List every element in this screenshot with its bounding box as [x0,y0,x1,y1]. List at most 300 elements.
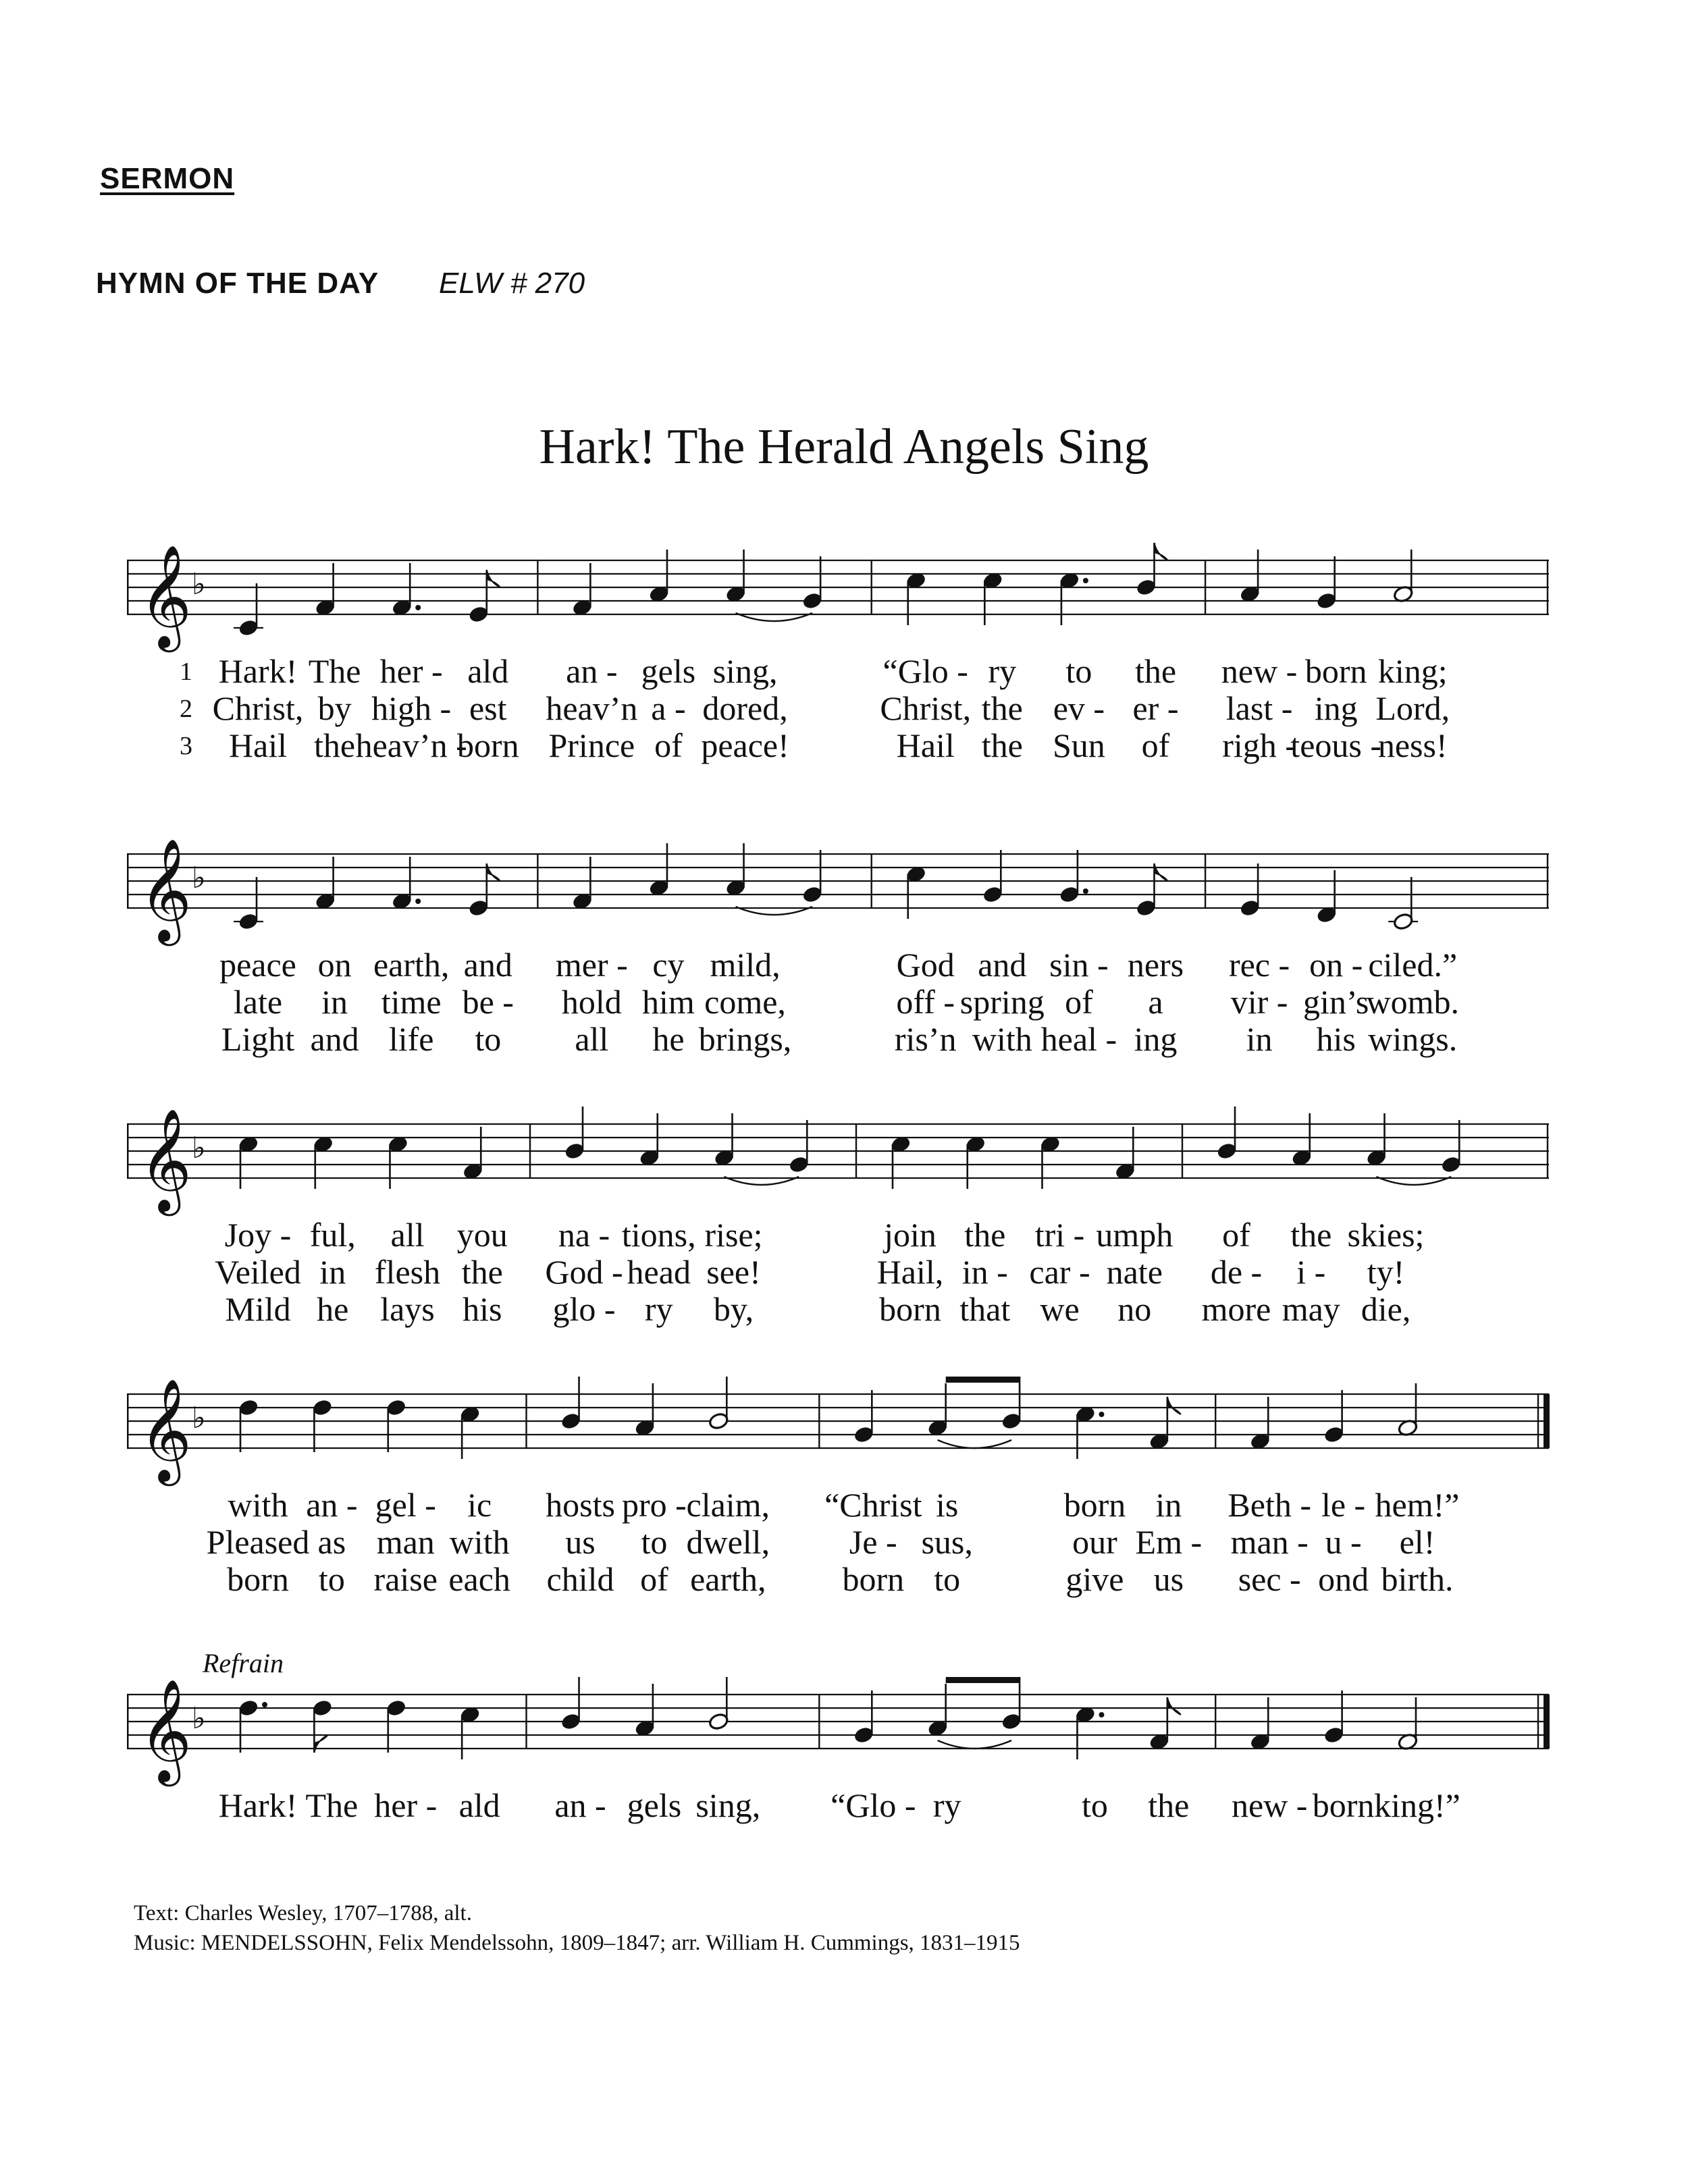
note [1291,1113,1312,1167]
lyric-syllable: vir - [1230,983,1288,1021]
lyric-syllable: each [448,1560,510,1598]
lyric-syllable: born [842,1560,905,1598]
lyric-syllable: ris’n [894,1020,957,1058]
lyric-syllable: umph [1096,1216,1173,1254]
lyric-syllable: ry [932,1786,961,1824]
lyric-syllable: earth, [690,1560,766,1598]
note [238,1135,259,1189]
lyric-syllable: in [321,983,348,1021]
note [1316,870,1337,924]
note [714,1113,735,1167]
lyric-line [127,1786,1553,1823]
lyric-syllable: to [934,1560,961,1598]
lyric-syllable: born [456,726,519,764]
lyric-syllable: lays [380,1290,435,1328]
lyric-syllable: the [981,689,1023,727]
lyric-syllable: Hark! [218,1786,298,1824]
note [1441,1120,1462,1174]
lyric-syllable: head [627,1253,691,1291]
lyric-syllable: join [884,1216,937,1254]
note [1239,863,1260,917]
lyric-line [127,1289,1553,1327]
lyric-syllable: us [1153,1560,1184,1598]
hymn-title: Hark! The Herald Angels Sing [539,419,1149,475]
lyric-syllable: and [463,946,512,984]
lyric-syllable: car - [1029,1253,1090,1291]
treble-clef-icon: 𝄞 [139,544,192,648]
note [392,857,421,911]
staff [127,533,1553,668]
lyric-syllable: Em - [1135,1523,1203,1561]
lyric-line [127,726,1553,764]
lyric-syllable: mer - [555,946,628,984]
verse-number: 3 [180,732,192,760]
hymn-reference: ELW # 270 [439,267,585,300]
note [460,1405,481,1459]
lyric-syllable: ing [1314,689,1358,727]
lyric-syllable: ald [467,652,509,690]
lyric-syllable: tri - [1034,1216,1085,1254]
dot [1099,1412,1104,1417]
lyric-syllable: high - [371,689,452,727]
dot [262,1702,267,1707]
lyric-syllable: brings, [698,1020,792,1058]
note [1075,1405,1105,1459]
lyric-syllable: raise [373,1560,438,1598]
note [234,877,263,931]
lyric-syllable: earth, [373,946,450,984]
lyric-syllable: the [1290,1216,1332,1254]
lyric-syllable: God - [545,1253,623,1291]
lyric-syllable: as [317,1523,346,1561]
note [388,1135,408,1189]
note [1250,1397,1271,1451]
note [1316,556,1337,610]
key-signature-flat-icon: ♭ [192,1131,206,1165]
lyric-syllable: rise; [704,1216,763,1254]
note [1115,1127,1136,1181]
lyric-syllable: spring [959,983,1045,1021]
lyric-syllable: with [449,1523,510,1561]
flag [1167,1697,1181,1715]
lyric-syllable: el! [1399,1523,1435,1561]
note [468,570,500,624]
note [1059,571,1088,625]
music-credit: Music: MENDELSSOHN, Felix Mendelssohn, 1809–1847; arr. William H. Cummings, 1831–1915 [134,1931,1020,1955]
lyric-syllable: heav’n [546,689,638,727]
lyric-syllable: him [642,983,695,1021]
flag [487,570,500,587]
lyric-syllable: see! [706,1253,761,1291]
lyric-syllable: born [1312,1786,1375,1824]
music-system-4 [127,1367,1553,1651]
lyric-syllable: skies; [1347,1216,1425,1254]
lyric-syllable: claim, [686,1486,770,1524]
lyric-syllable: dored, [702,689,788,727]
lyric-syllable: of [1065,983,1093,1021]
note [802,556,823,610]
lyric-syllable: de - [1210,1253,1263,1291]
lyric-syllable: you [456,1216,508,1254]
lyric-syllable: of [640,1560,668,1598]
lyric-syllable: God [896,946,955,984]
slur [938,1740,1011,1749]
note [905,865,926,919]
lyric-syllable: by, [713,1290,754,1328]
note [463,1127,483,1181]
lyric-syllable: Christ, [880,689,972,727]
lyric-syllable: ciled.” [1368,946,1458,984]
lyric-syllable: heal - [1040,1020,1117,1058]
treble-clef-icon: 𝄞 [139,838,192,942]
lyric-syllable: born [879,1290,941,1328]
flag [1167,1397,1181,1414]
treble-clef-icon: 𝄞 [139,1108,192,1212]
lyric-syllable: u - [1325,1523,1362,1561]
lyric-syllable: gels [641,652,696,690]
lyric-syllable: by [317,689,352,727]
lyric-syllable: rec - [1228,946,1290,984]
lyric-syllable: Christ, [212,689,304,727]
note [572,563,593,617]
note [1216,1107,1237,1161]
lyric-syllable: more [1201,1290,1271,1328]
flag [1154,543,1167,560]
note [1393,550,1414,604]
lyric-syllable: heav’n - [355,726,467,764]
final-barline [1544,1394,1550,1448]
flag [314,1735,327,1753]
lyric-syllable: her - [379,652,443,690]
lyric-syllable: ry [988,652,1017,690]
lyric-syllable: Je - [849,1523,897,1561]
note [639,1113,660,1167]
lyric-syllable: wings. [1368,1020,1458,1058]
note [560,1377,581,1431]
note [965,1135,986,1189]
lyric-syllable: all [575,1020,609,1058]
lyric-syllable: le - [1321,1486,1366,1524]
note [1323,1690,1344,1744]
refrain-label: Refrain [203,1648,284,1678]
hymn-credits [134,1898,1020,1958]
lyric-syllable: glo - [552,1290,616,1328]
lyric-syllable: no [1117,1290,1152,1328]
verse-number: 1 [180,658,192,686]
lyric-syllable: tions, [621,1216,696,1254]
music-system-3 [127,1097,1553,1381]
lyric-syllable: ry [644,1290,673,1328]
lyric-syllable: Sun [1052,726,1105,764]
dot [1083,578,1088,583]
lyric-syllable: in [319,1253,346,1291]
sermon-heading: SERMON [100,162,235,195]
lyric-syllable: womb. [1366,983,1459,1021]
staff [127,1097,1553,1232]
lyric-syllable: that [959,1290,1011,1328]
lyric-syllable: righ - [1222,726,1296,764]
dot [415,605,421,610]
lyric-syllable: na - [558,1216,610,1254]
lyric-syllable: an - [554,1786,606,1824]
lyric-syllable: late [233,983,283,1021]
lyric-syllable: nate [1106,1253,1163,1291]
note [312,1398,333,1452]
lyric-syllable: born [1304,652,1367,690]
lyric-syllable: Hail [228,726,288,764]
lyric-line [127,1215,1553,1253]
lyric-syllable: is [936,1486,959,1524]
note [648,843,669,897]
note [564,1107,585,1161]
lyric-syllable: ners [1127,946,1184,984]
note [315,857,336,911]
note [648,550,669,604]
lyric-syllable: ing [1134,1020,1178,1058]
note [905,571,926,625]
lyric-syllable: her - [374,1786,438,1824]
final-barline [1544,1695,1550,1749]
note [982,850,1003,904]
lyric-syllable: gels [627,1786,682,1824]
note [927,1684,948,1738]
note [634,1684,655,1738]
note [1250,1697,1271,1751]
lyric-syllable: est [469,689,507,727]
note [1001,1377,1022,1431]
lyric-syllable: his [463,1290,502,1328]
lyric-syllable: he [652,1020,685,1058]
beam [946,1377,1020,1383]
lyric-syllable: may [1282,1290,1340,1328]
note [460,1705,481,1759]
lyric-syllable: Light [221,1020,295,1058]
lyric-syllable: Joy - [224,1216,292,1254]
lyric-line [127,1252,1553,1290]
lyric-syllable: Mild [225,1290,291,1328]
note [1149,1697,1181,1751]
music-system-1 [127,533,1553,817]
lyric-syllable: i - [1296,1253,1326,1291]
lyric-syllable: “Christ [824,1486,922,1524]
lyric-syllable: in [1246,1020,1273,1058]
note [312,1699,333,1753]
lyric-syllable: ald [458,1786,500,1824]
lyric-syllable: birth. [1381,1560,1454,1598]
lyric-syllable: an - [306,1486,358,1524]
note [1040,1135,1061,1189]
lyric-syllable: time [381,983,442,1021]
lyric-line [127,945,1553,983]
lyric-syllable: with [228,1486,288,1524]
beam [946,1677,1020,1683]
note [890,1135,911,1189]
lyric-syllable: off - [896,983,955,1021]
note [468,863,500,917]
note [982,571,1003,625]
lyric-syllable: the [461,1253,503,1291]
lyric-syllable: mild, [710,946,781,984]
note [789,1120,810,1174]
lyric-syllable: in - [961,1253,1008,1291]
lyric-syllable: peace! [701,726,789,764]
lyric-syllable: to [641,1523,668,1561]
lyric-syllable: sus, [921,1523,973,1561]
note [1388,877,1418,931]
lyric-syllable: Hark! [218,652,298,690]
note [1075,1705,1105,1759]
lyric-syllable: Hail [896,726,955,764]
lyric-syllable: and [978,946,1027,984]
lyric-syllable: an - [566,652,618,690]
treble-clef-icon: 𝄞 [139,1678,192,1782]
key-signature-flat-icon: ♭ [192,861,206,895]
staff [127,1367,1553,1502]
lyric-syllable: with [972,1020,1032,1058]
note [1136,863,1168,917]
lyric-syllable: gin’s [1303,983,1369,1021]
lyric-syllable: he [317,1290,349,1328]
lyric-syllable: a [1148,983,1163,1021]
lyric-syllable: flesh [374,1253,441,1291]
lyric-syllable: man [376,1523,435,1561]
note [1001,1677,1022,1731]
lyric-line [127,1485,1553,1523]
note [1059,850,1088,904]
lyric-syllable: born [1063,1486,1126,1524]
lyric-syllable: us [565,1523,596,1561]
lyric-syllable: Hail, [876,1253,944,1291]
key-signature-flat-icon: ♭ [192,1401,206,1435]
key-signature-flat-icon: ♭ [192,1701,206,1736]
lyric-syllable: to [1065,652,1092,690]
verse-number: 2 [180,695,192,723]
lyric-syllable: of [654,726,683,764]
lyric-syllable: the [1134,652,1177,690]
lyric-syllable: last - [1225,689,1293,727]
lyric-syllable: ness! [1377,726,1448,764]
lyric-syllable: new - [1231,1786,1308,1824]
lyric-syllable: to [318,1560,345,1598]
lyric-syllable: gel - [375,1486,436,1524]
note [708,1377,729,1431]
lyric-syllable: to [475,1020,502,1058]
lyric-syllable: to [1082,1786,1108,1824]
slur [938,1440,1011,1448]
note [1149,1397,1181,1451]
note [853,1390,874,1444]
note [1239,550,1260,604]
lyric-syllable: sing, [712,652,778,690]
lyric-syllable: on - [1309,946,1363,984]
note [392,563,421,617]
lyric-syllable: Prince [548,726,635,764]
note [560,1677,581,1731]
note [313,1135,334,1189]
lyric-syllable: the [314,726,356,764]
lyric-syllable: cy [652,946,685,984]
lyric-syllable: “Glo - [830,1786,916,1824]
lyric-syllable: the [964,1216,1006,1254]
lyric-syllable: new - [1221,652,1298,690]
lyric-syllable: Beth - [1228,1486,1312,1524]
lyric-syllable: ond [1318,1560,1369,1598]
lyric-syllable: life [388,1020,434,1058]
lyric-syllable: be - [462,983,514,1021]
lyric-syllable: and [310,1020,359,1058]
lyric-line [127,982,1553,1020]
staff [127,827,1553,962]
text-credit: Text: Charles Wesley, 1707–1788, alt. [134,1901,472,1925]
lyric-syllable: his [1316,1020,1356,1058]
lyric-syllable: sec - [1238,1560,1301,1598]
note [1397,1383,1418,1437]
dot [415,899,421,904]
note [802,850,823,904]
note [1136,543,1168,597]
lyric-syllable: a - [651,689,686,727]
lyric-syllable: our [1072,1523,1117,1561]
lyric-syllable: Lord, [1375,689,1450,727]
note [572,857,593,911]
lyric-syllable: come, [704,983,786,1021]
lyric-syllable: ev - [1053,689,1105,727]
flag [1154,863,1167,881]
note [238,1398,259,1452]
dot [1083,888,1088,894]
lyric-syllable: sin - [1049,946,1109,984]
lyric-syllable: give [1065,1560,1124,1598]
lyric-syllable: hem!” [1375,1486,1460,1524]
lyric-syllable: dwell, [686,1523,770,1561]
note [927,1383,948,1437]
staff [127,1668,1553,1803]
note [1323,1390,1344,1444]
lyric-syllable: on [317,946,352,984]
lyric-syllable: pro - [622,1486,687,1524]
lyric-syllable: “Glo - [882,652,968,690]
note [234,583,263,637]
lyric-line [127,689,1553,726]
lyric-syllable: of [1141,726,1170,764]
note [725,550,746,604]
key-signature-flat-icon: ♭ [192,567,206,602]
flag [487,863,500,881]
lyric-syllable: The [305,1786,359,1824]
lyric-syllable: in [1155,1486,1182,1524]
lyric-syllable: hosts [546,1486,615,1524]
note [1366,1113,1387,1167]
lyric-syllable: man - [1230,1523,1309,1561]
note [238,1699,267,1753]
lyric-syllable: child [546,1560,614,1598]
music-system-2 [127,827,1553,1111]
note [386,1699,406,1753]
note [725,843,746,897]
note [708,1677,729,1731]
hymn-of-the-day-heading: HYMN OF THE DAY [96,267,379,300]
lyric-syllable: The [308,652,361,690]
lyric-syllable: we [1040,1290,1080,1328]
lyric-syllable: of [1222,1216,1250,1254]
lyric-syllable: king; [1377,652,1448,690]
lyric-syllable: peace [219,946,296,984]
lyric-syllable: king!” [1374,1786,1460,1824]
lyric-syllable: Veiled [215,1253,301,1291]
lyric-syllable: the [1148,1786,1190,1824]
note [853,1690,874,1744]
note [1397,1697,1418,1751]
